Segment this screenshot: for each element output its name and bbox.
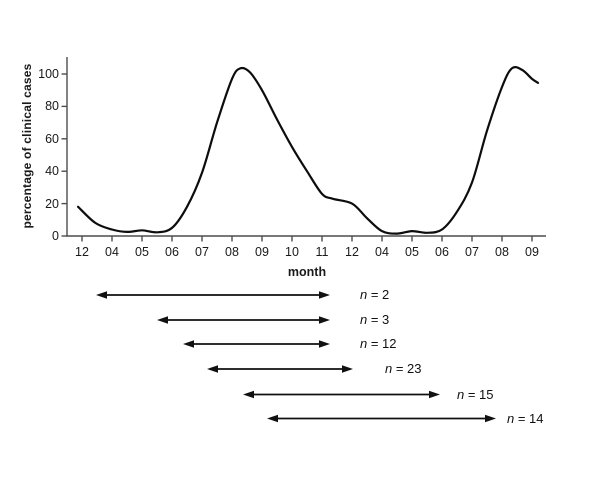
- y-tick-label: 80: [45, 99, 59, 114]
- arrowhead-left-icon: [183, 340, 194, 347]
- n-variable: n: [360, 312, 368, 327]
- range-arrow-label: [457, 386, 494, 404]
- x-tick-label: 07: [195, 245, 209, 259]
- x-tick-label: 09: [255, 245, 269, 259]
- y-tick-label: 60: [45, 131, 59, 146]
- x-tick-label: 04: [375, 245, 389, 259]
- x-tick-label: 12: [75, 245, 89, 259]
- n-value: = 3: [367, 312, 390, 327]
- n-value: = 12: [367, 336, 397, 351]
- x-tick-label: 11: [315, 245, 329, 259]
- arrowhead-left-icon: [207, 365, 218, 372]
- y-tick-label: 40: [45, 164, 59, 179]
- n-value: = 23: [392, 361, 422, 376]
- axis-lines: [67, 57, 546, 236]
- n-value: = 2: [367, 287, 390, 302]
- x-tick-label: 05: [405, 245, 419, 259]
- x-tick-label: 12: [345, 245, 359, 259]
- n-value: = 15: [464, 386, 494, 402]
- arrowhead-right-icon: [342, 365, 353, 372]
- arrowhead-left-icon: [157, 316, 168, 323]
- x-tick-label: 09: [525, 245, 539, 259]
- range-arrow-label: [385, 360, 422, 378]
- x-tick-label: 06: [165, 245, 179, 259]
- n-variable: n: [385, 361, 393, 376]
- arrowhead-right-icon: [429, 391, 440, 398]
- x-tick-label: 07: [465, 245, 479, 259]
- range-arrow-label: [360, 311, 389, 329]
- y-tick-label: 20: [45, 196, 59, 211]
- n-variable: n: [360, 336, 368, 351]
- y-axis-title: percentage of clinical cases: [20, 63, 34, 229]
- range-arrow-label: [360, 335, 397, 353]
- arrowhead-right-icon: [485, 415, 496, 422]
- x-tick-label: 10: [285, 245, 299, 259]
- y-tick-label: 0: [52, 229, 59, 243]
- range-arrow-label: [507, 410, 544, 428]
- arrowhead-right-icon: [319, 316, 330, 323]
- x-tick-label: 06: [435, 245, 449, 259]
- y-tick-label: 100: [38, 67, 59, 81]
- arrowhead-left-icon: [267, 415, 278, 422]
- n-variable: n: [507, 410, 515, 426]
- arrowhead-left-icon: [243, 391, 254, 398]
- arrowhead-right-icon: [319, 340, 330, 347]
- x-tick-label: 04: [105, 245, 119, 259]
- n-variable: n: [457, 386, 465, 402]
- x-axis-title: month: [287, 265, 327, 279]
- range-arrow-label: [360, 286, 389, 304]
- n-value: = 14: [514, 410, 544, 426]
- n-variable: n: [360, 287, 368, 302]
- x-tick-label: 08: [225, 245, 239, 259]
- x-tick-label: 08: [495, 245, 509, 259]
- clinical-cases-curve: [78, 67, 538, 234]
- arrowhead-left-icon: [96, 291, 107, 298]
- arrowhead-right-icon: [319, 291, 330, 298]
- x-tick-label: 05: [135, 245, 149, 259]
